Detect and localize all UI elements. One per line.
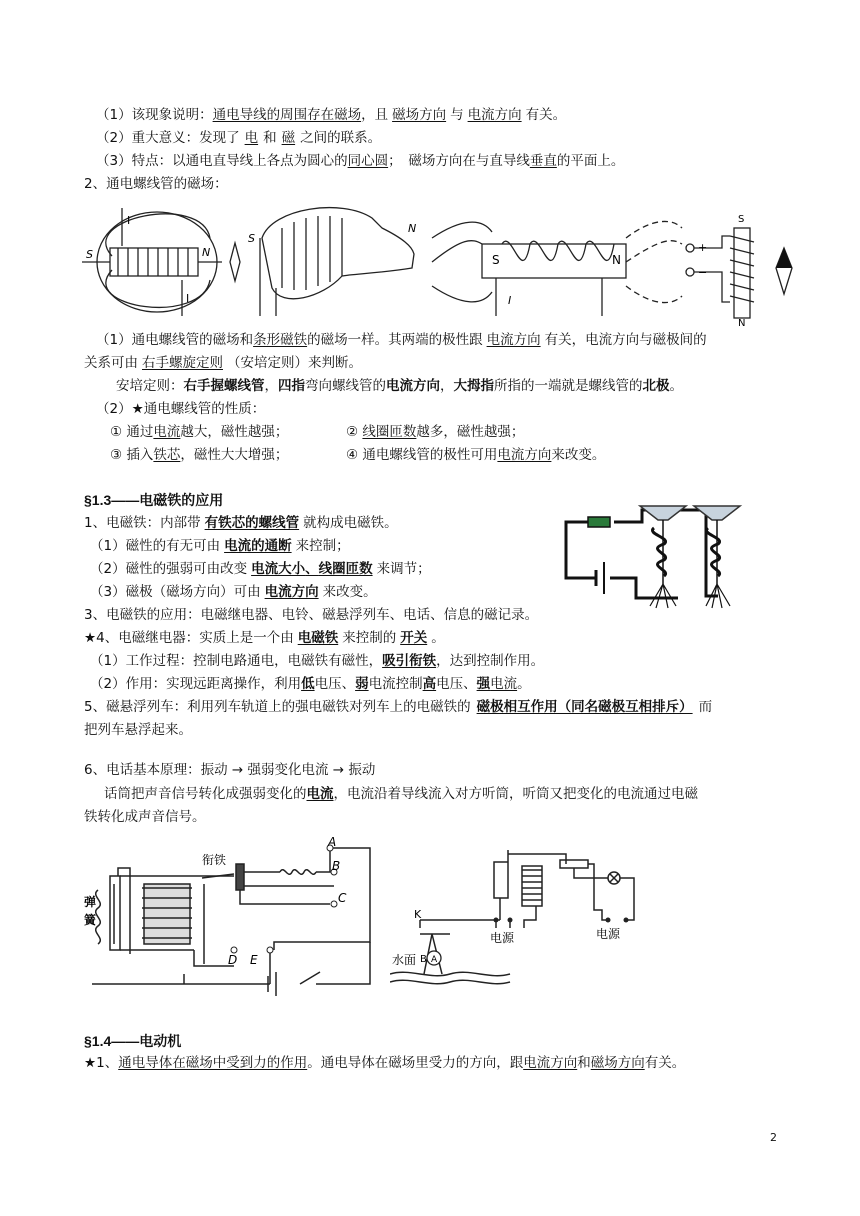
text: 有关。 [644, 1055, 686, 1071]
text: 关系可由 [84, 355, 138, 371]
text: （1）通电螺线管的磁场和 [96, 332, 254, 348]
section-heading: §1.4——电动机 [84, 1033, 182, 1049]
text: （1）磁性的有无可由 [90, 538, 221, 554]
label-N: N [202, 246, 211, 259]
text-line [84, 353, 362, 373]
text: ★1、 [84, 1055, 119, 1071]
label-N: N [738, 318, 746, 326]
bold: 右手握螺线管 [183, 378, 265, 394]
text: 来调节； [376, 561, 431, 577]
label-armature: 衔铁 [202, 853, 227, 867]
text: （3）特点：以通电直导线上各点为圆心的 [96, 153, 348, 169]
text-line [90, 536, 350, 556]
answer: 电流方向 [523, 1055, 578, 1071]
answer: 电磁铁 [297, 630, 339, 646]
text: 的磁场一样。其两端的极性跟 [307, 332, 483, 348]
electromagnet-bell-figure [556, 500, 768, 612]
text: （安培定则）来判断。 [227, 355, 362, 371]
text: ② [346, 424, 363, 440]
text-line [84, 628, 445, 648]
text: 1、电磁铁：内部带 [84, 515, 201, 531]
label-E: E [250, 953, 258, 967]
text-line [84, 1053, 685, 1073]
text: 。 [517, 676, 531, 692]
text-line: 铁转化成声音信号。 [84, 809, 206, 825]
label-B: B [332, 859, 341, 873]
text-line [110, 422, 288, 442]
text: ； 磁场方向在与直导线 [388, 153, 530, 169]
text: 话筒把声音信号转化成强弱变化的 [104, 786, 307, 802]
bold: 四指 [278, 378, 305, 394]
label-A: A [431, 955, 438, 965]
label-spring: 簧 [84, 913, 97, 927]
label-D: D [228, 953, 238, 967]
text-line [116, 376, 683, 396]
text: 安培定则： [116, 378, 184, 394]
text-line: 3、电磁铁的应用：电磁继电器、电铃、磁悬浮列车、电话、信息的磁记录。 [84, 607, 539, 623]
text-line [84, 697, 712, 717]
text: ， [440, 378, 454, 394]
label-S: S [248, 232, 255, 245]
text: ，电流沿着导线流入对方听筒，听筒又把变化的电流通过电磁 [333, 786, 698, 802]
answer: 有铁芯的螺线管 [204, 515, 300, 531]
text: 和 [577, 1055, 591, 1071]
page-number: 2 [770, 1131, 777, 1144]
text: ④ 通电螺线管的极性可用 [346, 447, 498, 463]
answer: 通电导线的周围存在磁场 [212, 107, 362, 123]
text: 。 [669, 378, 683, 394]
label-S: S [86, 248, 93, 261]
text: 有关，电流方向与磁极间的 [544, 332, 707, 348]
text: ① 通过 [110, 424, 154, 440]
text-line [96, 151, 624, 171]
text-line [104, 784, 698, 804]
text-line [96, 105, 566, 125]
text-line [346, 445, 605, 465]
answer: 低 [301, 676, 315, 692]
label-C: C [338, 891, 347, 905]
answer: 垂直 [529, 153, 557, 169]
answer: 强 [476, 676, 491, 692]
answer: 电流 [490, 676, 518, 692]
text: 就构成电磁铁。 [303, 515, 398, 531]
text-line: 把列车悬浮起来。 [84, 722, 192, 738]
answer: 开关 [400, 630, 428, 646]
text-line [346, 422, 524, 442]
answer: 电流方向 [486, 332, 541, 348]
answer: 通电导体在磁场中受到力的作用 [118, 1055, 308, 1071]
label-N: N [408, 222, 417, 235]
label-N: N [612, 253, 621, 267]
text-line [90, 674, 531, 694]
answer: 磁极相互作用（同名磁极互相排斥） [476, 699, 693, 715]
text-line [90, 651, 544, 671]
label-water: 水面 [392, 953, 417, 967]
label-plus: + [698, 241, 708, 254]
answer: 铁芯 [153, 447, 181, 463]
answer: 高 [422, 676, 437, 692]
bold: 大拇指 [453, 378, 494, 394]
text: ，磁性大大增强； [180, 447, 289, 463]
relay-circuit-figure [84, 834, 380, 998]
answer: 磁场方向 [392, 107, 447, 123]
answer: 电 [244, 130, 259, 146]
answer: 吸引衔铁 [382, 653, 437, 669]
text-line [96, 330, 707, 350]
section-line: 2、通电螺线管的磁场： [84, 176, 228, 192]
text: （2）重大意义：发现了 [96, 130, 240, 146]
text: 弯向螺线管的 [305, 378, 386, 394]
text: （1）该现象说明： [96, 107, 213, 123]
answer: 磁 [281, 130, 296, 146]
answer: 条形磁铁 [253, 332, 308, 348]
answer: 、 [305, 561, 319, 577]
label-B: B [420, 954, 427, 965]
bold: 北极 [642, 378, 670, 394]
text: 和 [263, 130, 277, 146]
text: ，且 [361, 107, 389, 123]
answer: 磁场方向 [590, 1055, 645, 1071]
text-line [110, 445, 288, 465]
label-minus: − [698, 266, 708, 279]
label-A: A [328, 835, 337, 849]
text-line: （2）★通电螺线管的性质： [96, 401, 266, 417]
label-spring: 弹 [84, 895, 97, 909]
text-line [90, 582, 377, 602]
answer: 电流的通断 [224, 538, 292, 554]
answer: 线圈匝数 [362, 424, 417, 440]
text: ③ 插入 [110, 447, 154, 463]
text-line [84, 513, 398, 533]
answer: 线圈匝数 [318, 561, 373, 577]
text: ★4、电磁继电器：实质上是一个由 [84, 630, 294, 646]
text: 而 [698, 699, 713, 715]
label-power: 电源 [490, 931, 515, 945]
answer: 电流方向 [497, 447, 552, 463]
text-line [90, 559, 431, 579]
text: （1）工作过程：控制电路通电，电磁铁有磁性， [90, 653, 383, 669]
text: 与 [450, 107, 464, 123]
text: 电压、 [314, 676, 356, 692]
label-K: K [414, 908, 422, 921]
text: ，达到控制作用。 [436, 653, 545, 669]
answer: 电流方向 [467, 107, 522, 123]
text: 。通电导体在磁场里受力的方向，跟 [307, 1055, 524, 1071]
solenoid-field-figure [82, 198, 802, 326]
label-power: 电源 [596, 927, 621, 941]
text: 越多，磁性越强； [416, 424, 525, 440]
text: 5、磁悬浮列车：利用列车轨道上的强电磁铁对列车上的电磁铁的 [84, 699, 471, 715]
water-level-alarm-figure [390, 848, 650, 994]
label-I: I [508, 294, 512, 307]
text: 来控制； [295, 538, 350, 554]
text: ， [264, 378, 278, 394]
label-I: I [186, 292, 190, 305]
section-heading: §1.3——电磁铁的应用 [84, 492, 224, 508]
text: 来改变。 [322, 584, 377, 600]
text: 越大，磁性越强； [180, 424, 289, 440]
text: 电压、 [436, 676, 477, 692]
text: 。 [431, 630, 445, 646]
text: 的平面上。 [556, 153, 625, 169]
text-line [96, 128, 381, 148]
text: 来控制的 [342, 630, 397, 646]
bold: 电流方向 [386, 378, 440, 394]
text: 有关。 [525, 107, 567, 123]
answer: 同心圆 [347, 153, 389, 169]
label-I: I [127, 214, 131, 227]
answer: 电流方向 [264, 584, 319, 600]
label-S: S [738, 214, 745, 225]
text: （2）磁性的强弱可由改变 [90, 561, 248, 577]
answer: 右手螺旋定则 [142, 355, 223, 371]
answer: 电流 [153, 424, 181, 440]
label-S: S [492, 253, 500, 267]
answer: 电流大小 [251, 561, 306, 577]
text: 电流控制 [368, 676, 423, 692]
text-line: 6、电话基本原理：振动 → 强弱变化电流 → 振动 [84, 762, 376, 778]
answer: 电流 [306, 786, 334, 802]
answer: 弱 [355, 676, 369, 692]
text: 所指的一端就是螺线管的 [494, 378, 643, 394]
text: （3）磁极（磁场方向）可由 [90, 584, 261, 600]
text: （2）作用：实现远距离操作，利用 [90, 676, 302, 692]
text: 之间的联系。 [300, 130, 382, 146]
text: 来改变。 [551, 447, 606, 463]
